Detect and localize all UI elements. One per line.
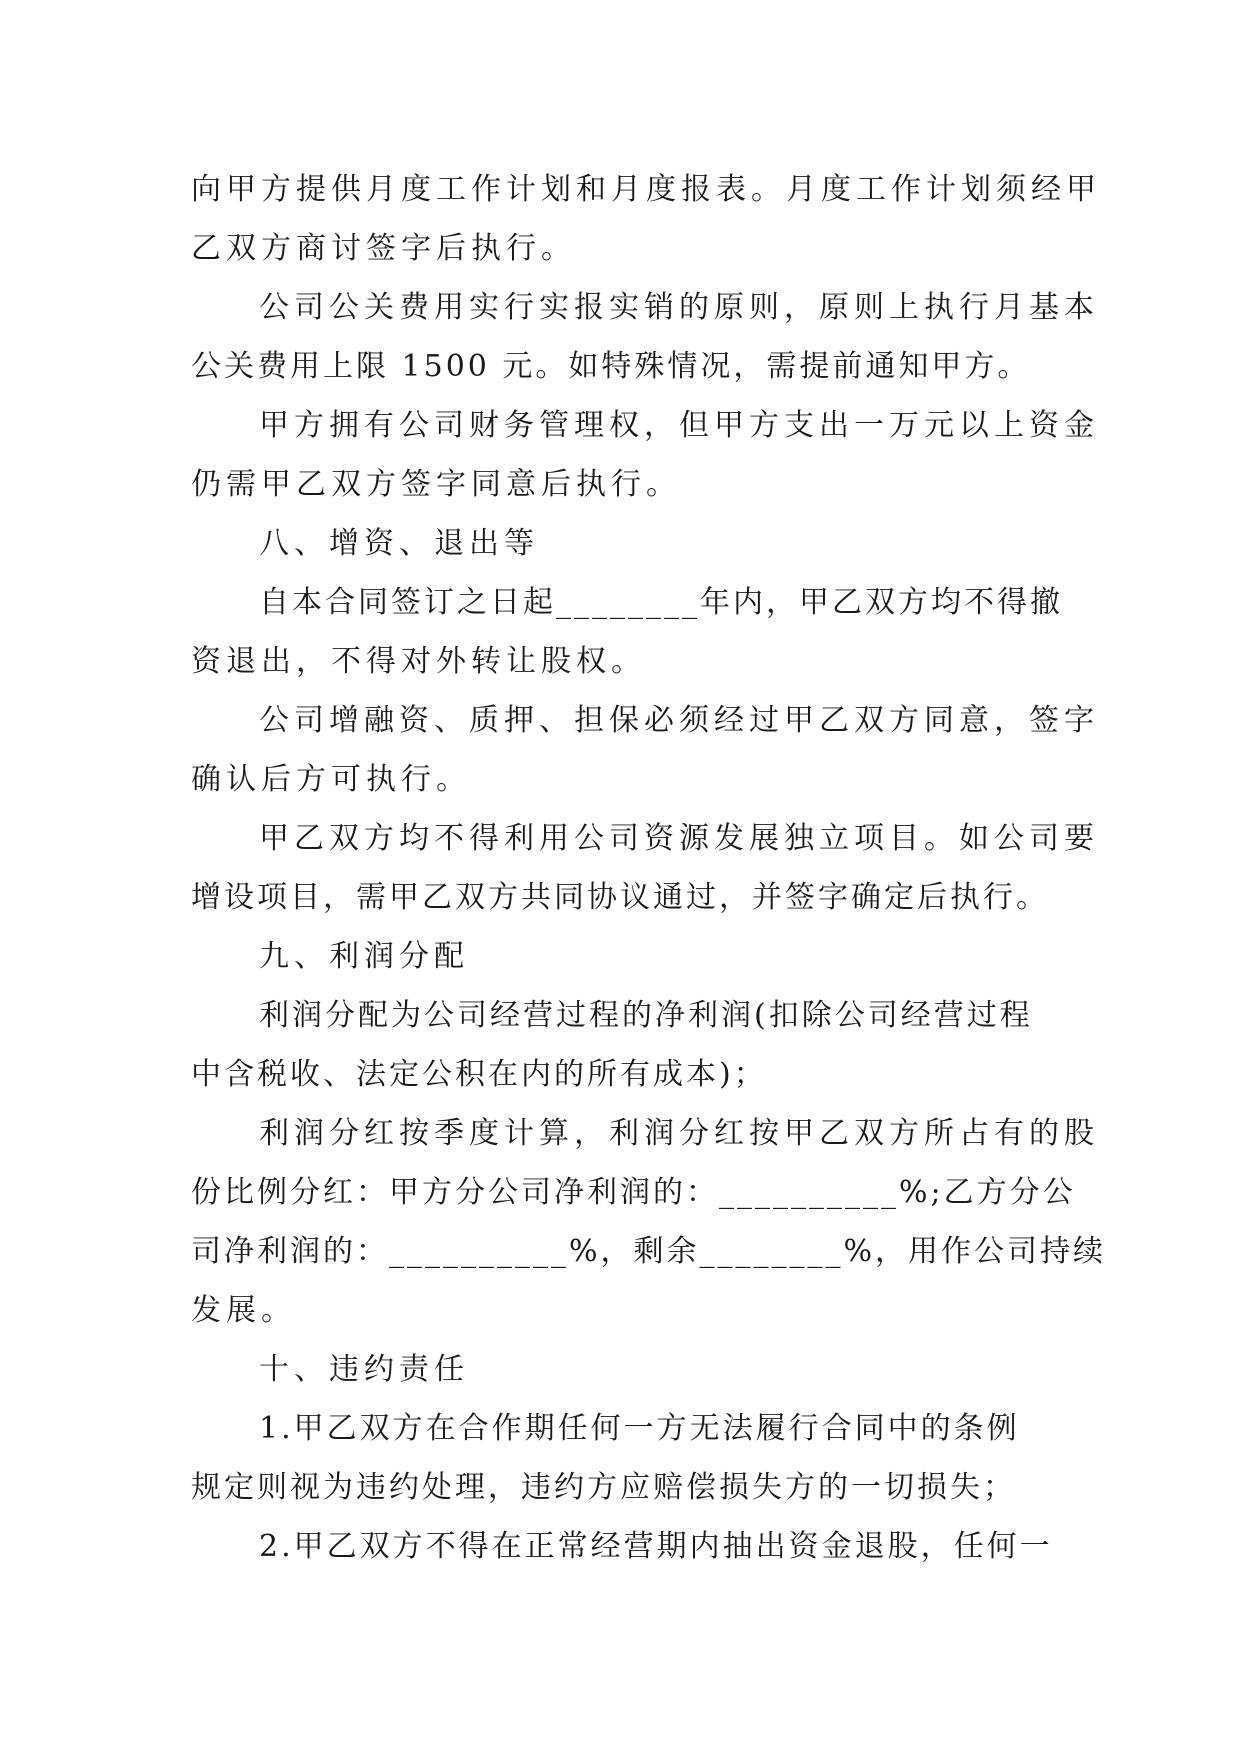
paragraph-line: 仍需甲乙双方签字同意后执行。 bbox=[191, 467, 681, 502]
paragraph-line: 2.甲乙双方不得在正常经营期内抽出资金退股，任何一 bbox=[259, 1529, 1053, 1564]
paragraph-line: 资退出，不得对外转让股权。 bbox=[191, 644, 646, 679]
paragraph-line: 规定则视为违约处理，违约方应赔偿损失方的一切损失； bbox=[191, 1470, 1016, 1505]
paragraph-line: 向甲方提供月度工作计划和月度报表。月度工作计划须经甲 bbox=[191, 172, 1101, 207]
section-heading: 十、违约责任 bbox=[259, 1352, 469, 1387]
paragraph-line: 确认后方可执行。 bbox=[191, 762, 471, 797]
section-heading: 八、增资、退出等 bbox=[259, 526, 539, 561]
paragraph-line: 公司公关费用实行实报实销的原则，原则上执行月基本 bbox=[259, 290, 1099, 325]
paragraph-line: 份比例分红：甲方分公司净利润的：__________%;乙方分公 bbox=[191, 1175, 1076, 1210]
paragraph-line: 中含税收、法定公积在内的所有成本)； bbox=[191, 1057, 767, 1092]
paragraph-line: 乙双方商讨签字后执行。 bbox=[191, 231, 576, 266]
paragraph-line: 司净利润的：__________%，剩余________%，用作公司持续 bbox=[191, 1234, 1107, 1269]
paragraph-line: 甲乙双方均不得利用公司资源发展独立项目。如公司要 bbox=[259, 821, 1099, 856]
paragraph-line: 自本合同签订之日起________年内，甲乙双方均不得撤 bbox=[259, 585, 1063, 620]
paragraph-line: 利润分配为公司经营过程的净利润(扣除公司经营过程 bbox=[259, 998, 1033, 1033]
paragraph-line: 1.甲乙双方在合作期任何一方无法履行合同中的条例 bbox=[259, 1411, 1020, 1446]
section-heading: 九、利润分配 bbox=[259, 939, 469, 974]
paragraph-line: 甲方拥有公司财务管理权，但甲方支出一万元以上资金 bbox=[259, 408, 1099, 443]
paragraph-line: 增设项目，需甲乙双方共同协议通过，并签字确定后执行。 bbox=[191, 880, 1049, 915]
paragraph-line: 利润分红按季度计算，利润分红按甲乙双方所占有的股 bbox=[259, 1116, 1099, 1151]
paragraph-line: 发展。 bbox=[191, 1293, 296, 1328]
paragraph-line: 公司增融资、质押、担保必须经过甲乙双方同意，签字 bbox=[259, 703, 1099, 738]
contract-body bbox=[191, 160, 1107, 1576]
paragraph-line: 公关费用上限 1500 元。如特殊情况，需提前通知甲方。 bbox=[191, 349, 1031, 384]
